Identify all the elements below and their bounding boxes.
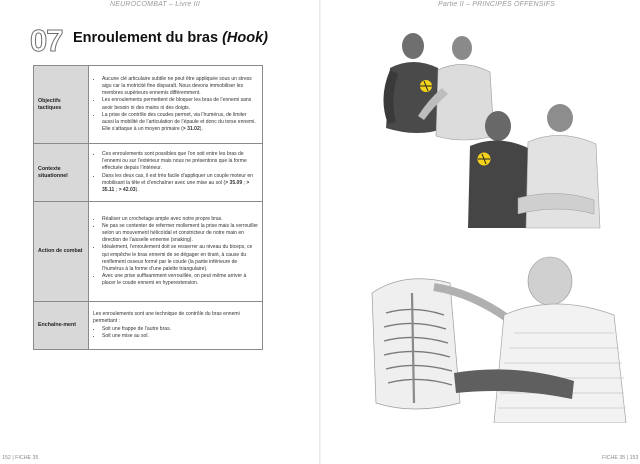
list-item <box>102 112 258 133</box>
list-item: • Soit une mise au sol. <box>102 333 258 340</box>
footer-right: FICHE 35 | 153 <box>602 455 639 461</box>
row-label: Enchaîne-ment <box>34 302 89 350</box>
list-item: • Idéalement, l’enroulement doit se resserrer au niveau du biceps, ce qui empêche le bras ennemi de se dégager en tirant, à cause du renflement osseux formé par le coude (la partie inférieure de l’humérus à la forme d’une palette triangulaire). <box>102 244 258 273</box>
list-item: • Aucune clé articulaire subtile ne peut être appliquée sous un stress aigu car la motricité fine disparaît. Nous devons immobiliser les membres supérieurs ennemis différemment. <box>102 76 258 97</box>
anatomy-illustration <box>364 253 632 423</box>
fiche-table <box>33 65 263 350</box>
table-row-objectifs <box>34 66 263 144</box>
cross-reference: > 31.02 <box>182 125 200 132</box>
running-head-left: NEUROCOMBAT – Livre III <box>110 1 201 8</box>
row-label: Objectifs tactiques <box>34 66 89 144</box>
row-label: Contexte situationnel <box>34 144 89 202</box>
bullet-list <box>93 151 258 194</box>
list-item-text-end: ). <box>135 186 139 193</box>
technique-photo <box>368 28 618 233</box>
list-item: • Dans les deux cas, il est très facile d’appliquer un couple moteur en mobilisant la tête et d’enchaîner avec une mise au sol (> 35.09 ; > 35.11 ; > 42.03). <box>102 173 258 194</box>
list-item-text: Dans les deux cas, il est très facile d’appliquer un couple moteur en mobilisant la tête et d’enchaîner avec une mise au sol ( <box>102 172 253 186</box>
fiche-title-technique: (Hook) <box>222 30 268 46</box>
bullet-list <box>93 216 258 288</box>
cross-reference: > 35.09 <box>225 179 243 186</box>
figure-defender-bottom <box>518 104 600 228</box>
fiche-title <box>73 30 268 46</box>
table-row-contexte <box>34 144 263 202</box>
row-label: Action de combat <box>34 202 89 302</box>
bullet-list <box>93 326 258 340</box>
list-item: • Réaliser un crochetage ample avec notre propre bras. <box>102 216 258 223</box>
page-number: 152 <box>2 455 11 461</box>
cross-reference: > 35.11 <box>102 179 250 193</box>
footer-left: 152 | FICHE 35 <box>2 455 39 461</box>
running-head-right: Partie II – PRINCIPES OFFENSIFS <box>438 1 556 8</box>
row-content <box>89 144 263 202</box>
list-item-text-end: ). <box>199 125 203 132</box>
fiche-title-text: Enroulement du bras <box>73 30 219 46</box>
row-content <box>89 302 263 350</box>
page-number: 153 <box>629 455 639 461</box>
fiche-number: 07 <box>30 23 63 58</box>
footer-label: FICHE 35 <box>15 455 39 461</box>
list-item: • Les enroulements permettent de bloquer les bras de l’ennemi sans avoir besoin ni des mains ni des doigts. <box>102 97 258 111</box>
cross-reference: > 42.03 <box>118 186 136 193</box>
list-item-text: La prise de contrôle des coudes permet, via l’humérus, de limiter aussi la mobilité de l’articulation de l’épaule et donc du torse ennemi. Elle s’attaque à un moyen primaire ( <box>102 111 256 132</box>
attacker-figure <box>454 257 626 423</box>
table-row-enchainement <box>34 302 263 350</box>
list-item: • Ne pas se contenter de refermer mollement la prise mais la verrouiller selon un mouvement hélicoïdal et constricteur de notre main en direction de l’aisselle ennemie (snaking). <box>102 223 258 244</box>
footer-label: FICHE 35 <box>602 455 626 461</box>
list-item: • Soit une frappe de l’autre bras. <box>102 326 258 333</box>
row-content <box>89 202 263 302</box>
row-intro: Les enroulements sont une technique de contrôle du bras ennemi permettant : <box>93 311 240 325</box>
row-content <box>89 66 263 144</box>
table-row-action <box>34 202 263 302</box>
bullet-list <box>93 76 258 133</box>
list-item: • Ces enroulements sont possibles que l’on soit entre les bras de l’ennemi ou sur l’extérieur mais nous ne présentons que la forme effectuée depuis l’intérieur. <box>102 151 258 172</box>
list-item: • Avec une prise suffisamment verrouillée, on peut même arriver à placer le coude ennemi en hyperextension. <box>102 273 258 287</box>
